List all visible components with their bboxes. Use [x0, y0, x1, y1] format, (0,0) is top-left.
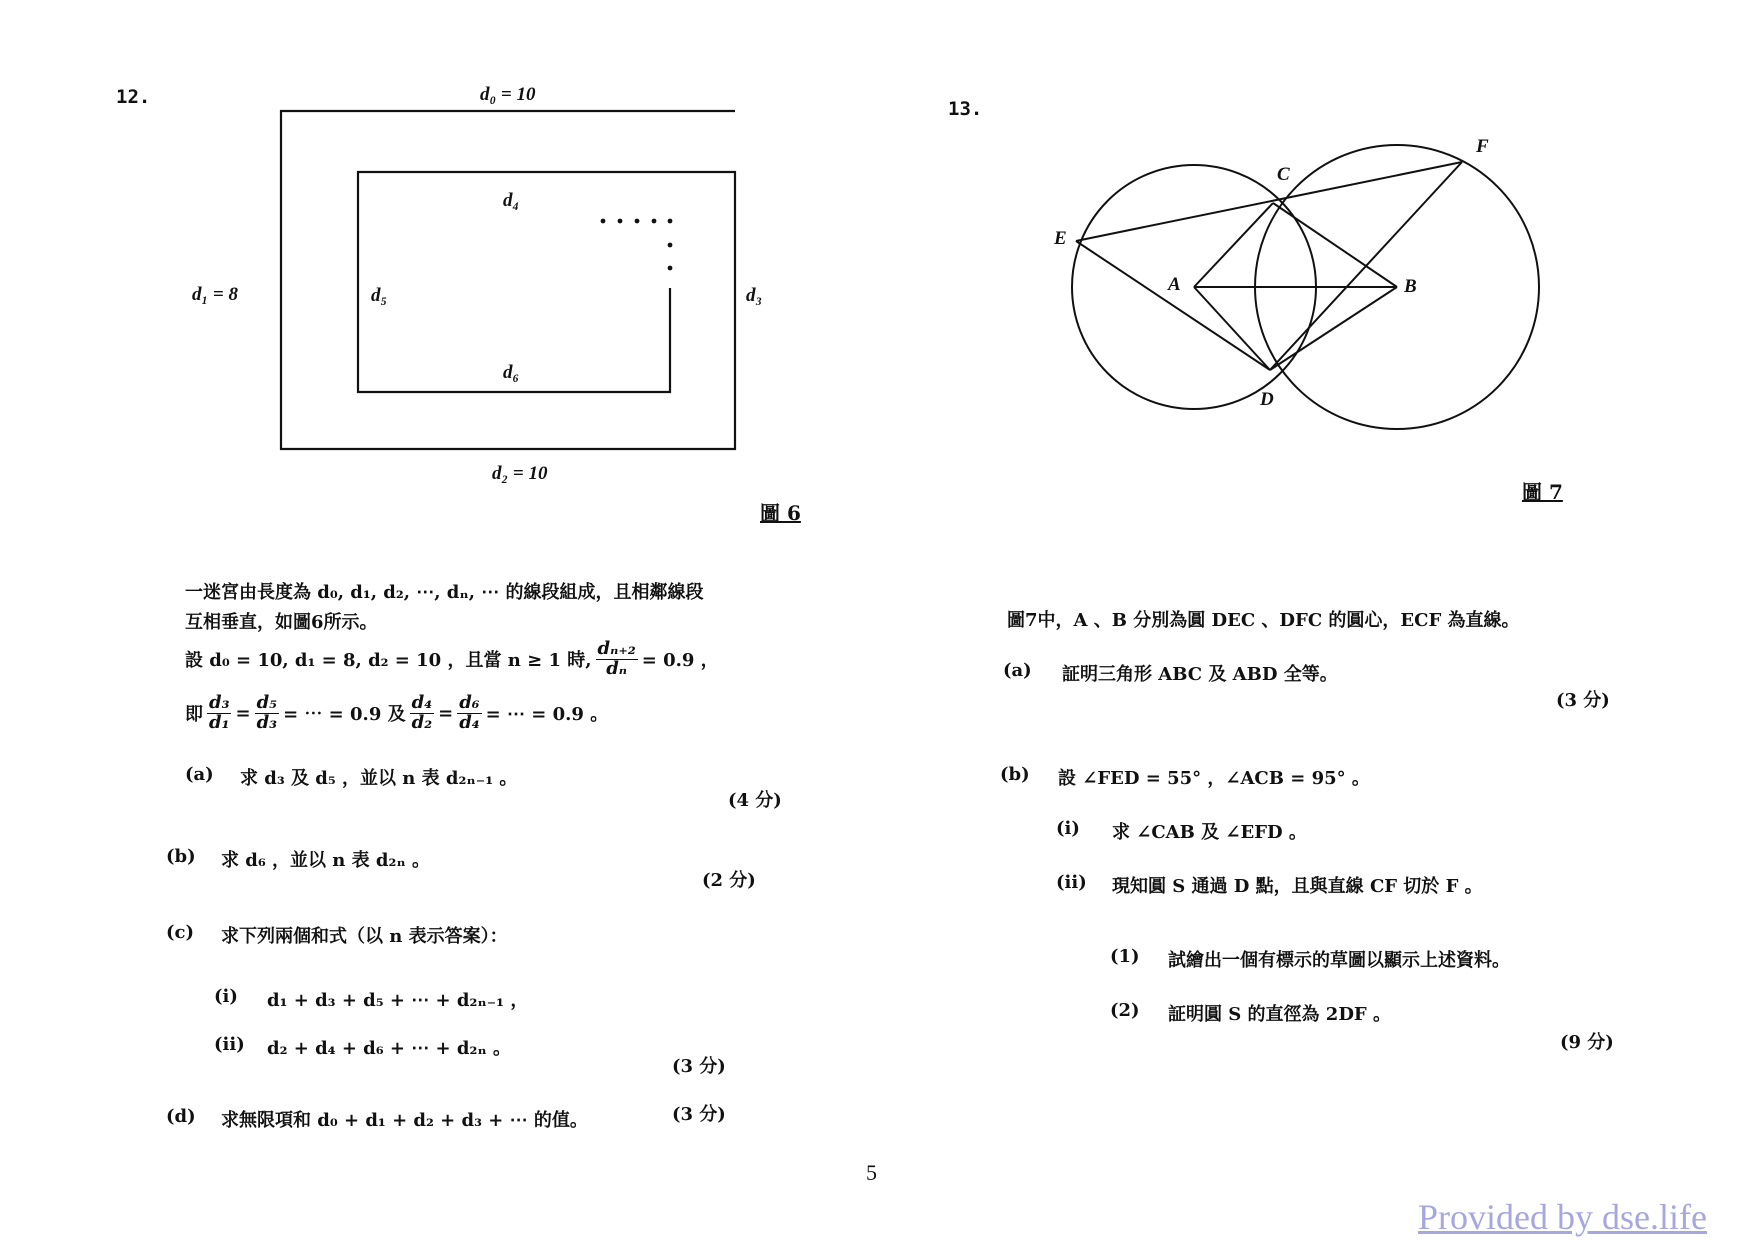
equals: = [438, 702, 454, 724]
q12-b-label: (b) [166, 846, 196, 867]
question-12-number: 12. [116, 86, 151, 108]
point-A-label: A [1168, 274, 1181, 295]
point-E-label: E [1054, 228, 1067, 249]
q12-intro-line2: 互相垂直，如圖6所示。 [185, 612, 378, 633]
label-d1: d₁ = 8 [192, 284, 238, 305]
line-ECF [1076, 162, 1462, 241]
q12-c-i-label: (i) [214, 986, 238, 1007]
label-d0: d₀ = 10 [480, 84, 536, 105]
line-AD [1194, 287, 1270, 370]
label-d3: d₃ [746, 285, 763, 306]
q12-c-ii-text: d₂ + d₄ + d₆ + ⋯ + d₂ₙ 。 [267, 1038, 511, 1059]
q12-c-marks: (3 分) [672, 1056, 726, 1077]
q13-b-ii-text: 現知圓 S 通過 D 點，且與直線 CF 切於 F 。 [1112, 876, 1483, 897]
q13-b-label: (b) [1000, 764, 1030, 785]
figure-6-caption: 圖 6 [760, 501, 801, 525]
line-BC [1273, 203, 1397, 287]
q12-a-label: (a) [185, 764, 214, 785]
provided-by-link[interactable]: Provided by dse.life [1418, 1197, 1707, 1237]
q13-b-i-text: 求 ∠CAB 及 ∠EFD 。 [1112, 822, 1307, 843]
q12-d-label: (d) [166, 1106, 196, 1127]
q13-b-marks: (9 分) [1560, 1032, 1614, 1053]
q12-a-text: 求 d₃ 及 d₅ ，並以 n 表 d₂ₙ₋₁ 。 [240, 768, 518, 789]
q13-b-text: 設 ∠FED = 55° ，∠ACB = 95° 。 [1058, 768, 1370, 789]
fraction-numerator: dₙ₊₂ [597, 638, 636, 659]
point-F-label: F [1476, 136, 1489, 157]
q12-d-marks: (3 分) [672, 1104, 726, 1125]
fraction-numerator: d₃ [209, 692, 230, 713]
label-d2: d₂ = 10 [492, 463, 548, 484]
equals: = [235, 702, 251, 724]
label-d6: d₆ [503, 362, 520, 383]
q13-b-i-label: (i) [1056, 818, 1080, 839]
fraction-denominator: dₙ [606, 657, 628, 679]
line-BD [1270, 287, 1397, 370]
q13-b-ii-1-label: (1) [1110, 946, 1140, 967]
point-C-label: C [1277, 164, 1290, 185]
q12-b-text: 求 d₆ ，並以 n 表 d₂ₙ 。 [221, 850, 430, 871]
q12-ie-mid: = ⋯ = 0.9 及 [283, 704, 406, 726]
point-D-label: D [1260, 389, 1274, 410]
q12-intro-line1: 一迷宮由長度為 d₀, d₁, d₂, ⋯, dₙ, ⋯ 的線段組成，且相鄰線段 [185, 582, 704, 603]
q13-b-ii-1-text: 試繪出一個有標示的草圖以顯示上述資料。 [1168, 950, 1510, 971]
fraction-denominator: d₂ [411, 711, 433, 733]
q12-ie-prefix: 即 [185, 704, 203, 726]
page-number: 5 [866, 1160, 877, 1185]
q13-b-ii-2-text: 証明圓 S 的直徑為 2DF 。 [1168, 1004, 1391, 1025]
q12-c-i-text: d₁ + d₃ + d₅ + ⋯ + d₂ₙ₋₁ ， [267, 990, 529, 1011]
q13-a-label: (a) [1003, 660, 1032, 681]
fraction-numerator: d₅ [256, 692, 278, 713]
q12-c-label: (c) [166, 922, 194, 943]
q12-given-post: = 0.9 ， [641, 650, 719, 672]
fraction-numerator: d₆ [459, 692, 480, 713]
fraction-denominator: d₁ [209, 711, 230, 733]
q12-c-text: 求下列兩個和式（以 n 表示答案）： [221, 926, 508, 947]
label-d4: d₄ [503, 190, 520, 211]
q12-c-ii-label: (ii) [214, 1034, 245, 1055]
q12-a-marks: (4 分) [728, 790, 782, 811]
fraction-denominator: d₃ [256, 711, 278, 733]
fraction-denominator: d₄ [459, 711, 480, 733]
label-d5: d₅ [371, 285, 388, 306]
question-13-number: 13. [948, 98, 983, 120]
q12-given-pre: 設 d₀ = 10, d₁ = 8, d₂ = 10 ，且當 n ≥ 1 時, [185, 650, 592, 672]
q13-b-ii-label: (ii) [1056, 872, 1087, 893]
q13-b-ii-2-label: (2) [1110, 1000, 1140, 1021]
figure-7-caption: 圖 7 [1522, 480, 1563, 504]
q13-a-marks: (3 分) [1556, 690, 1610, 711]
q13-intro: 圖7中，A 、B 分別為圓 DEC 、DFC 的圓心，ECF 為直線。 [1007, 610, 1520, 631]
point-B-label: B [1404, 276, 1417, 297]
q12-ie-end: = ⋯ = 0.9 。 [485, 704, 609, 726]
q12-d-text: 求無限項和 d₀ + d₁ + d₂ + d₃ + ⋯ 的值。 [221, 1110, 588, 1131]
q12-b-marks: (2 分) [702, 870, 756, 891]
line-ED [1076, 241, 1270, 370]
fraction-numerator: d₄ [411, 692, 433, 713]
q13-a-text: 証明三角形 ABC 及 ABD 全等。 [1062, 664, 1338, 685]
